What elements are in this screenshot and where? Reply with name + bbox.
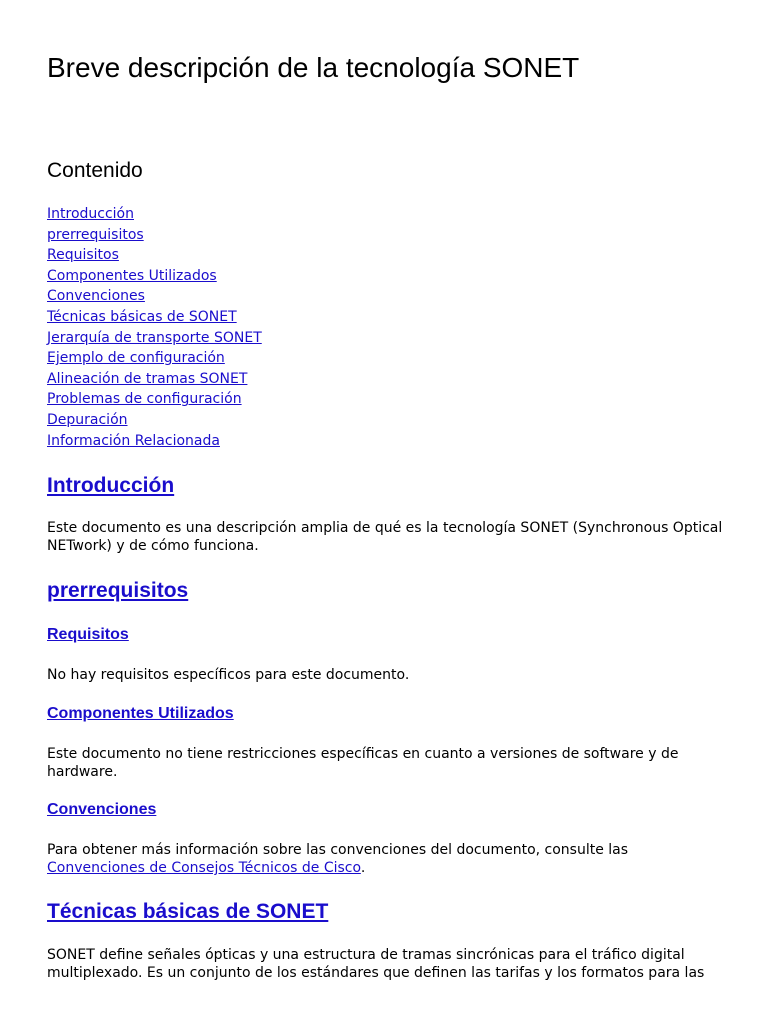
section-body-requisitos: No hay requisitos específicos para este documento. [47,667,410,683]
section-link-prerrequisitos[interactable]: prerrequisitos [47,579,189,602]
toc-item [47,266,262,287]
section-body-tecnicas: SONET define señales ópticas y una estructura de tramas sincrónicas para el tráfico digital multiplexado. Es un conjunto de los estándares que definen las tarifas y los formatos para las [47,947,705,981]
toc-item [47,204,262,225]
section-body-introduccion: Este documento es una descripción amplia de qué es la tecnología SONET (Synchronous Optical NETwork) y de cómo funciona. [47,520,723,554]
toc-item [47,245,262,266]
convenciones-cisco-link[interactable]: Convenciones de Consejos Técnicos de Cisco [47,860,361,876]
section-link-introduccion[interactable]: Introducción [47,474,175,497]
toc-item [47,410,262,431]
toc-link-ejemplo[interactable]: Ejemplo de configuración [47,350,225,367]
toc-item [47,286,262,307]
toc-link-informacion[interactable]: Información Relacionada [47,432,220,449]
toc-link-jerarquia[interactable]: Jerarquía de transporte SONET [47,329,262,346]
convenciones-text: Para obtener más información sobre las convenciones del documento, consulte las [47,842,629,858]
section-heading-componentes [47,705,234,723]
toc-link-prerrequisitos[interactable]: prerrequisitos [47,226,144,243]
toc-item [47,307,262,328]
toc-item [47,225,262,246]
toc-link-componentes[interactable]: Componentes Utilizados [47,267,217,284]
document-title: Breve descripción de la tecnología SONET [47,52,580,83]
section-link-componentes[interactable]: Componentes Utilizados [47,705,234,722]
section-heading-tecnicas [47,900,328,924]
table-of-contents [47,204,262,451]
section-heading-convenciones [47,801,156,819]
section-heading-introduccion [47,474,174,498]
toc-link-problemas[interactable]: Problemas de configuración [47,391,242,408]
section-link-requisitos[interactable]: Requisitos [47,626,129,643]
toc-link-alineacion[interactable]: Alineación de tramas SONET [47,370,248,387]
toc-link-tecnicas[interactable]: Técnicas básicas de SONET [47,308,237,325]
toc-item [47,369,262,390]
section-heading-prerrequisitos [47,579,188,603]
toc-link-requisitos[interactable]: Requisitos [47,247,119,264]
section-body-componentes: Este documento no tiene restricciones específicas en cuanto a versiones de software y de hardware. [47,746,679,780]
toc-link-introduccion[interactable]: Introducción [47,206,134,222]
toc-item [47,348,262,369]
toc-link-convenciones[interactable]: Convenciones [47,288,145,305]
section-body-convenciones [47,841,727,877]
section-heading-requisitos [47,626,129,644]
toc-heading: Contenido [47,159,143,182]
toc-item [47,431,262,452]
toc-item [47,389,262,410]
toc-link-depuracion[interactable]: Depuración [47,411,128,428]
section-link-tecnicas[interactable]: Técnicas básicas de SONET [47,900,329,923]
section-link-convenciones[interactable]: Convenciones [47,801,157,818]
convenciones-period: . [360,860,366,876]
toc-item [47,328,262,349]
